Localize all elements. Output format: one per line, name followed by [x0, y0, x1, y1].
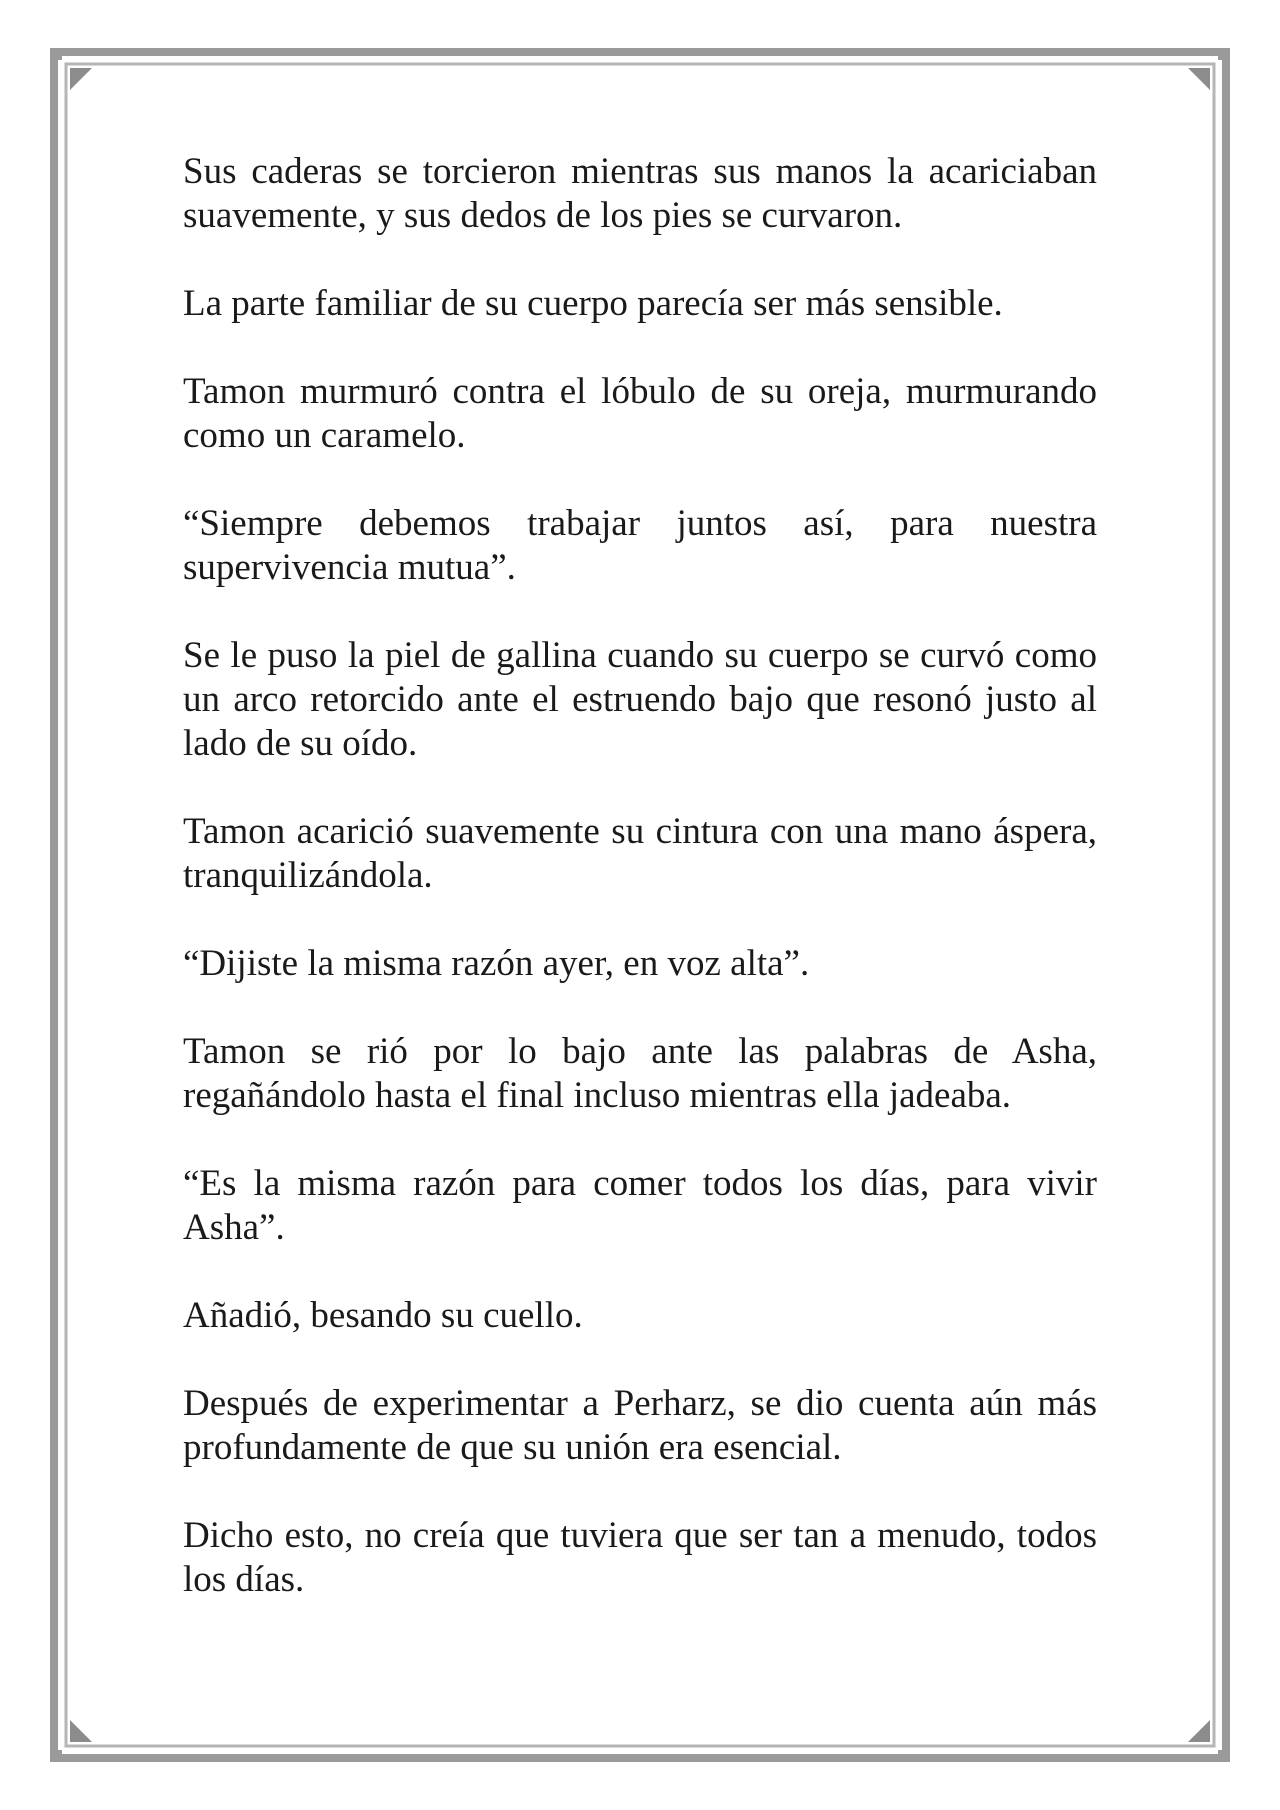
paragraph: Añadió, besando su cuello. [183, 1295, 583, 1336]
paragraph: Tamon murmuró contra el lóbulo de su oreja, murmurando como un caramelo. [183, 371, 1097, 456]
paragraph: “Siempre debemos trabajar juntos así, para nuestra supervivencia mutua”. [183, 503, 1097, 588]
paragraph: Se le puso la piel de gallina cuando su cuerpo se curvó como un arco retorcido ante el estruendo bajo que resonó justo al lado de su oído. [183, 635, 1097, 764]
paragraph: “Dijiste la misma razón ayer, en voz alta”. [183, 943, 810, 984]
paragraph: Dicho esto, no creía que tuviera que ser tan a menudo, todos los días. [183, 1515, 1097, 1600]
paragraph: La parte familiar de su cuerpo parecía ser más sensible. [183, 283, 1003, 324]
paragraph: Después de experimentar a Perharz, se dio cuenta aún más profundamente de que su unión era esencial. [183, 1383, 1097, 1468]
paragraph: Tamon acarició suavemente su cintura con una mano áspera, tranquilizándola. [183, 811, 1097, 896]
text-body [183, 150, 1097, 1646]
paragraph: “Es la misma razón para comer todos los días, para vivir Asha”. [183, 1163, 1097, 1248]
paragraph: Tamon se rió por lo bajo ante las palabras de Asha, regañándolo hasta el final incluso mientras ella jadeaba. [183, 1031, 1097, 1116]
paragraph: Sus caderas se torcieron mientras sus manos la acariciaban suavemente, y sus dedos de los pies se curvaron. [183, 151, 1097, 236]
